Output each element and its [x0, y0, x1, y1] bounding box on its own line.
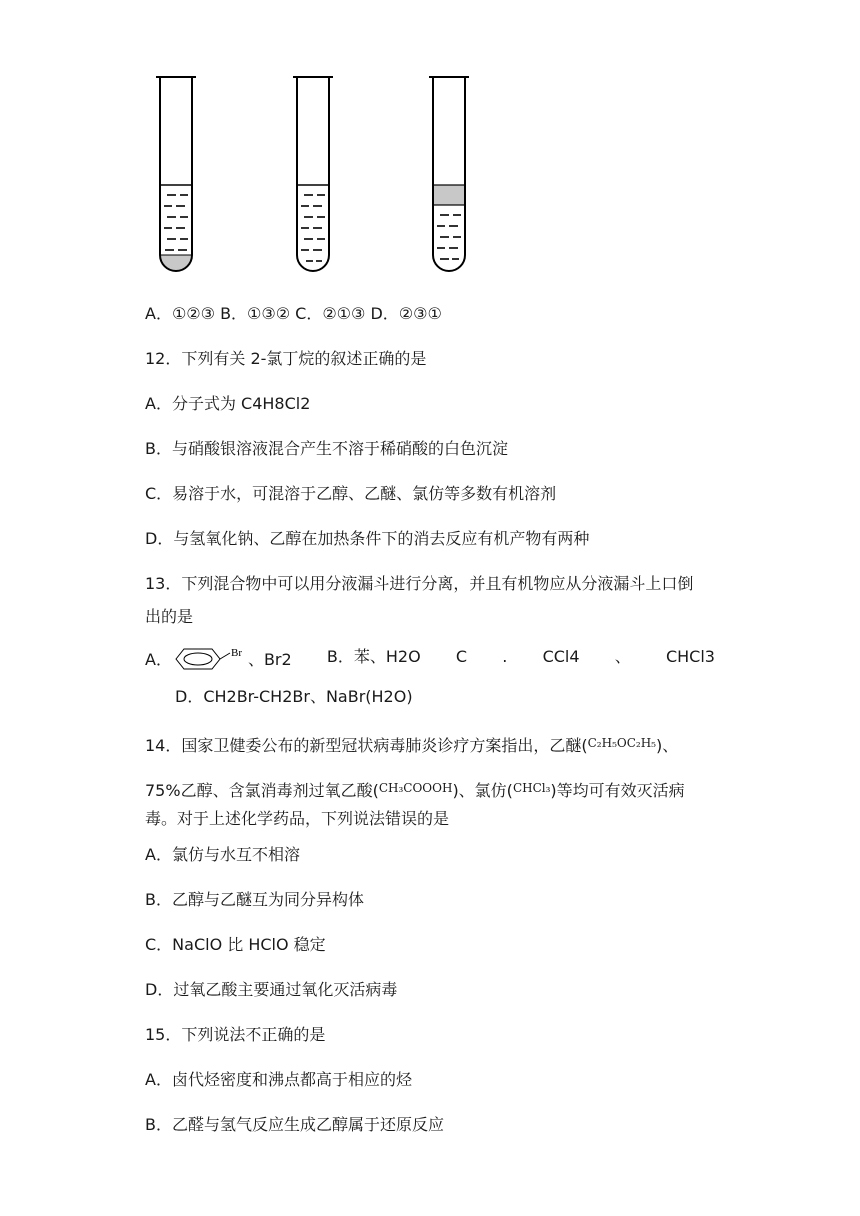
q11-options: A．①②③ B．①③② C．②①③ D．②③① [145, 304, 442, 323]
q12-option-a: A．分子式为 C4H8Cl2 [145, 394, 311, 413]
q13-option-c-sep: 、 [614, 647, 631, 666]
q13-option-c-ccl4: CCl4 [542, 647, 580, 666]
formula-chloroform: CHCl₃ [512, 781, 551, 795]
q13-option-c-dot: . [502, 647, 508, 666]
q15-option-a: A．卤代烃密度和沸点都高于相应的烃 [145, 1070, 412, 1089]
q12-stem: 12．下列有关 2-氯丁烷的叙述正确的是 [145, 349, 427, 368]
q12-option-d: D．与氢氧化钠、乙醇在加热条件下的消去反应有机产物有两种 [145, 529, 590, 548]
bromobenzene-structure [172, 646, 248, 672]
q14-stem-line3: 毒。对于上述化学药品，下列说法错误的是 [145, 809, 450, 828]
test-tube-1 [156, 77, 196, 280]
q14-stem-line2: 75%乙醇、含氯消毒剂过氧乙酸($^{CH_3COOOH}$)、氯仿($^{CHCl_3}$)等均可有效灭活病 [145, 781, 685, 800]
test-tube-3 [429, 77, 469, 271]
q14-option-b: B．乙醇与乙醚互为同分异构体 [145, 890, 364, 909]
q13-options-row [145, 646, 715, 672]
formula-diethyl-ether: C₂H₅OC₂H₅ [587, 736, 656, 750]
q12-option-c: C．易溶于水，可混溶于乙醇、乙醚、氯仿等多数有机溶剂 [145, 484, 557, 503]
test-tubes-figure [150, 75, 480, 280]
q13-option-c-letter: C [455, 647, 468, 666]
q15-stem: 15．下列说法不正确的是 [145, 1025, 326, 1044]
q14-option-d: D．过氧乙酸主要通过氧化灭活病毒 [145, 980, 398, 999]
svg-text:Br: Br [230, 647, 242, 659]
test-tube-2 [293, 77, 333, 271]
q13-option-d: D．CH2Br-CH2Br、NaBr(H2O) [175, 687, 413, 706]
q13-option-b: B．苯、H2O [326, 647, 421, 666]
q13-stem-line1: 13．下列混合物中可以用分液漏斗进行分离，并且有机物应从分液漏斗上口倒 [145, 574, 694, 593]
q14-stem-line1: 14．国家卫健委公布的新型冠状病毒肺炎诊疗方案指出，乙醚($^{C_2H_5OC_2H_5}$)、 [145, 736, 679, 755]
q13-stem-line2: 出的是 [145, 607, 194, 626]
q13-option-a: A． Br 、Br2 [145, 646, 292, 672]
q14-option-a: A．氯仿与水互不相溶 [145, 845, 300, 864]
q15-option-b: B．乙醛与氢气反应生成乙醇属于还原反应 [145, 1115, 444, 1134]
q13-option-c-chcl3: CHCl3 [665, 647, 715, 666]
formula-peracetic-acid: CH₃COOOH [378, 781, 453, 795]
q14-option-c: C．NaClO 比 HClO 稳定 [145, 935, 326, 954]
q12-option-b: B．与硝酸银溶液混合产生不溶于稀硝酸的白色沉淀 [145, 439, 508, 458]
